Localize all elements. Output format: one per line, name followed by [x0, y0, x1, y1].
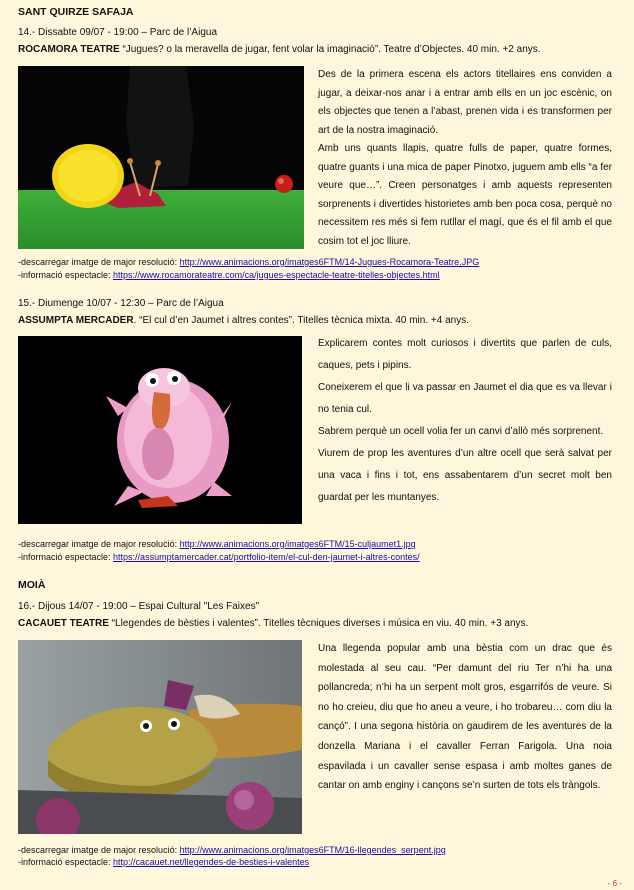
image-download-link[interactable]: http://www.animacions.org/imatges6FTM/16-llegendes_serpent.jpg	[179, 845, 446, 855]
image-download-link[interactable]: http://www.animacions.org/imatges6FTM/15-culjaumet1.jpg	[179, 539, 416, 549]
image-download-line	[18, 256, 479, 268]
image-download-label: -descarregar imatge de major resolució:	[18, 539, 180, 549]
event-photo	[18, 66, 304, 249]
show-info-label: -informació espectacle:	[18, 270, 114, 280]
event-title-line	[18, 315, 469, 326]
show-title: “Jugues? o la meravella de jugar, fent volar la imaginació”. Teatre d’Objectes. 40 min. +2 anys.	[119, 44, 541, 55]
show-info-link[interactable]: https://assumptamercader.cat/portfolio-item/el-cul-den-jaumet-i-altres-contes/	[113, 552, 420, 562]
description-paragraph: Sabrem perquè un ocell volia fer un canvi d’allò més sorprenent.	[318, 426, 604, 437]
description-paragraph: Viurem de prop les aventures d’un altre ocell que serà salvat per una vaca i fins i tot, ens assabentarem d’un secret molt ben guardat per les muntanyes.	[318, 448, 612, 503]
image-download-label: -descarregar imatge de major resolució:	[18, 257, 180, 267]
show-info-link[interactable]: http://cacauet.net/llegendes-de-besties-i-valentes	[113, 857, 310, 867]
company-name: ROCAMORA TEATRE	[18, 44, 120, 55]
company-name: ASSUMPTA MERCADER	[18, 315, 134, 326]
show-info-label: -informació espectacle:	[18, 552, 114, 562]
image-download-label: -descarregar imatge de major resolució:	[18, 845, 180, 855]
event-title-line	[18, 618, 528, 629]
event-description	[318, 639, 612, 796]
show-info-line	[18, 856, 309, 868]
description-paragraph: Una llegenda popular amb una bèstia com un drac que és molestada al seu cau. “Per damunt del riu Ter n’hi ha una pollancreda; n’hi ha un serpent molt gros, esgarrifós de veure. Si no ho creieu, diu que ho aneu a veure, i ho trobareu… com diu la cançó”. I una segona història on gaudirem de les aventures de la donzella Mariana i el cavaller Ferran Farigola. Una noia espavilada i un cavaller sense espasa i amb moltes ganes de cantar on amb enginy i cançons se’n surten de tots els tràngols.	[318, 643, 612, 792]
town-heading: SANT QUIRZE SAFAJA	[18, 6, 134, 18]
description-paragraph: Coneixerem el que li va passar en Jaumet el dia que es va llevar i no tenia cul.	[318, 382, 612, 415]
description-paragraph: Amb uns quants llapis, quatre fulls de paper, quatre formes, quatre guants i una mica de paper Pinotxo, juguem amb ells “a fer veure que…”. Creen personatges i amb aquests representen sorprenents i divertides historietes amb ben poca cosa, perquè no necessitem res més si fem rutllar el magí, que és el fil amb el que cosim tot el joc lliure.	[318, 143, 612, 247]
description-paragraph: Explicarem contes molt curiosos i divertits que parlen de culs, caques, pets i pipins.	[318, 338, 612, 371]
event-description	[318, 333, 612, 509]
town-heading: MOIÀ	[18, 579, 46, 591]
description-paragraph: Des de la primera escena els actors titellaires ens conviden a jugar, a deixar-nos anar i a entrar amb ells en un joc escènic, on els objectes que tenen a l’abast, prenen vida i es transformen per art de la nostra imaginació.	[318, 69, 612, 136]
show-title: “Llegendes de bèsties i valentes”. Titelles tècniques diverses i música en viu. 40 min. +3 anys.	[108, 618, 529, 629]
company-name: CACAUET TEATRE	[18, 618, 109, 629]
image-download-line	[18, 538, 416, 550]
event-header: 16.- Dijous 14/07 - 19:00 – Espai Cultural "Les Faixes"	[18, 601, 260, 612]
image-download-line	[18, 844, 446, 856]
show-info-line	[18, 551, 420, 563]
image-download-link[interactable]: http://www.animacions.org/imatges6FTM/14-Jugues-Rocamora-Teatre.JPG	[179, 257, 480, 267]
show-info-link[interactable]: https://www.rocamorateatre.com/ca/jugues-espectacle-teatre-titelles-objectes.html	[113, 270, 440, 280]
event-header: 14.- Dissabte 09/07 - 19:00 – Parc de l’Aigua	[18, 27, 218, 38]
event-photo	[18, 336, 302, 524]
show-info-line	[18, 269, 440, 281]
event-header: 15.- Diumenge 10/07 - 12:30 – Parc de l’Aigua	[18, 298, 224, 309]
show-info-label: -informació espectacle:	[18, 857, 114, 867]
event-title-line	[18, 44, 541, 55]
event-photo	[18, 640, 302, 834]
event-description	[318, 66, 612, 251]
show-title: . “El cul d’en Jaumet i altres contes”. Titelles tècnica mixta. 40 min. +4 anys.	[133, 315, 469, 326]
page-number: - 6 -	[607, 879, 622, 888]
